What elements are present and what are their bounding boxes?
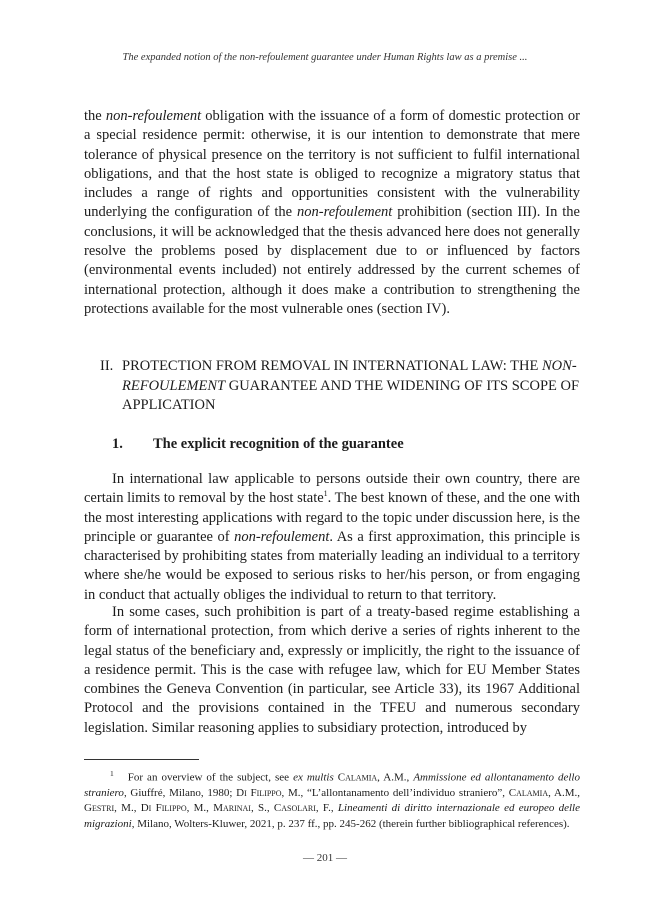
text-run: For an overview of the subject, see bbox=[127, 771, 294, 784]
italic-term: ex multis bbox=[293, 771, 334, 784]
italic-term: non-refoulement bbox=[234, 528, 330, 545]
footnote-1 bbox=[84, 766, 580, 832]
italic-term: non-refoulement bbox=[105, 108, 202, 124]
page-number: — 201 — bbox=[303, 852, 347, 864]
text-run: , A.M., bbox=[548, 787, 580, 800]
author-name: Di Filippo bbox=[140, 802, 187, 815]
text-run: , Giuffré, Milano, 1980; bbox=[123, 787, 237, 800]
paragraph-2: In some cases, such prohibition is part of a treaty-based regime establishing a form of international protection, from which derive a series of rights inherent to the legal status of the beneficiary and, expressly or implicitly, the right to the issuance of a residence permit. This is the case with refugee law, which for EU Member States combines the Geneva Convention (in particular, see Article 33), its 1967 Additional Protocol and the provisions contained in the TFEU and numerous secondary legislation. Similar reasoning applies to subsidiary protection, introduced by bbox=[84, 604, 580, 736]
author-name: Gestri bbox=[84, 802, 115, 815]
section-heading bbox=[100, 357, 580, 416]
author-name: Calamia bbox=[337, 771, 378, 784]
author-name: Di Filippo bbox=[236, 787, 282, 800]
author-name: Casolari bbox=[273, 802, 316, 815]
book-title: Lineamenti di diritto internazionale ed europeo delle migrazioni bbox=[84, 802, 580, 830]
subsection-heading bbox=[112, 436, 572, 453]
text-run: , F., bbox=[315, 802, 338, 815]
footnote-mark: 1 bbox=[110, 769, 114, 778]
text-run: In international law applicable to persons outside their own country, there are certain limits to removal by the host state bbox=[84, 471, 580, 507]
text-run: , S., bbox=[250, 802, 274, 815]
text-run: , M., bbox=[114, 802, 141, 815]
text-run: obligation with the issuance of a form of domestic protection or a special residence permit: otherwise, it is our intention to demonstrate that mere tolerance of physical presence on the territory is not sufficient to fulfil international obligations, and that the host state is obliged to recognize a migratory status that includes a range of rights and opportunities consistent with the vulnerability underlying the configuration of the bbox=[84, 108, 580, 221]
text-run: . As a first approximation, this principle is characterised by prohibiting states from materially leading an individual to a territory where she/he would be exposed to serious risks to her/his person, or from engaging in conduct that actually obliges the individual to return to that territory. bbox=[84, 528, 580, 603]
text-run: prohibition (section III). In the conclusions, it will be acknowledged that the thesis advanced here does not generally resolve the problems posed by displacement due to or influenced by factors (environmental events included) not entirely addressed by the current schemes of international protection, although it does make a contribution to strengthening the protections available for the most vulnerable ones (section IV). bbox=[84, 204, 580, 317]
text-run: , A.M., bbox=[377, 771, 414, 784]
book-title: Ammissione ed allontanamento dello straniero bbox=[84, 771, 580, 800]
text-run: the bbox=[84, 108, 106, 124]
text-run: . The best known of these, and the one with the most interesting applications with regard to the topic under discussion here, is the principle or guarantee of bbox=[84, 490, 580, 545]
text-run: , M., “L’allontanamento dell’individuo straniero”, bbox=[281, 787, 509, 800]
italic-term: NON-REFOULEMENT bbox=[122, 358, 577, 394]
text-run: , Milano, Wolters-Kluwer, 2021, p. 237 ff., pp. 245-262 (therein further bibliographical references). bbox=[131, 817, 570, 830]
running-head: The expanded notion of the non-refoulement guarantee under Human Rights law as a premise ... bbox=[122, 52, 528, 63]
footnote-reference[interactable]: 1 bbox=[323, 489, 328, 499]
italic-term: non-refoulement bbox=[297, 204, 393, 221]
text-run: PROTECTION FROM REMOVAL IN INTERNATIONAL LAW: THE bbox=[122, 358, 542, 374]
text-run: , M., bbox=[186, 802, 214, 815]
paragraph-1 bbox=[84, 470, 580, 605]
section-title bbox=[122, 357, 580, 416]
paragraph-continuation bbox=[84, 107, 580, 319]
subsection-title: The explicit recognition of the guarantee bbox=[153, 436, 404, 452]
section-number: II. bbox=[100, 358, 114, 374]
footnote-separator bbox=[84, 759, 199, 760]
author-name: Calamia bbox=[508, 787, 549, 800]
subsection-number: 1. bbox=[112, 436, 123, 452]
text-run: GUARANTEE AND THE WIDENING OF ITS SCOPE OF APPLICATION bbox=[122, 377, 580, 413]
author-name: Marinai bbox=[213, 802, 251, 815]
